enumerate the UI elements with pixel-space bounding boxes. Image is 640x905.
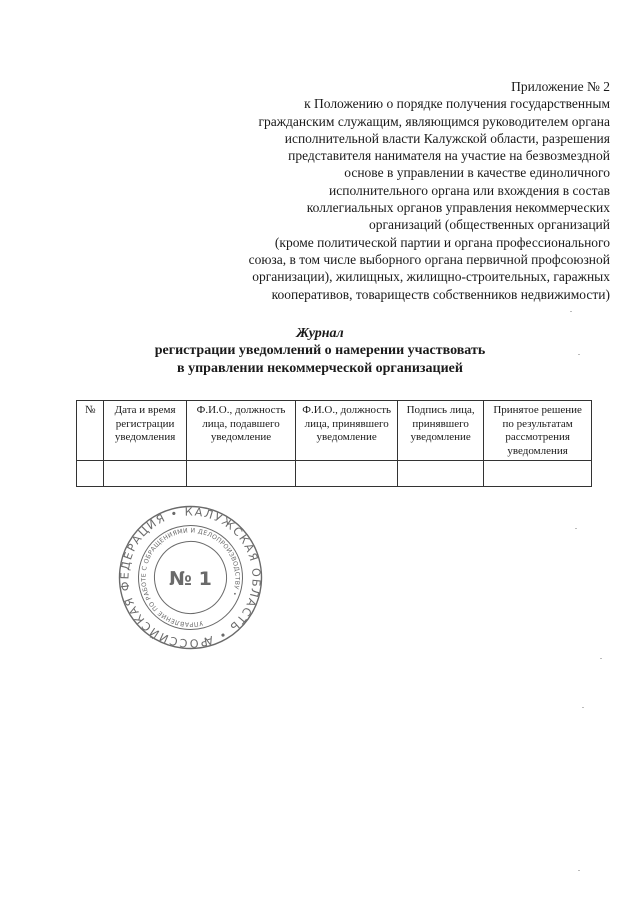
- column-header-receiver: Ф.И.О., должность лица, принявшего уведомление: [296, 401, 398, 461]
- appendix-line: организации), жилищных, жилищно-строительных, гаражных: [252, 269, 610, 285]
- appendix-line: коллегиальных органов управления некоммерческих: [306, 200, 610, 216]
- appendix-line: союза, в том числе выборного органа первичной профсоюзной: [248, 251, 610, 267]
- column-header-submitter: Ф.И.О., должность лица, подавшего уведомление: [186, 401, 296, 461]
- table-cell: [484, 461, 592, 487]
- journal-title-line: регистрации уведомлений о намерении участвовать: [154, 343, 486, 359]
- appendix-line: к Положению о порядке получения государственным: [304, 96, 610, 112]
- journal-table: [76, 400, 592, 487]
- appendix-line: организаций (общественных организаций: [369, 217, 610, 233]
- appendix-line: Приложение № 2: [511, 79, 610, 94]
- table-cell: [296, 461, 398, 487]
- table-row: [77, 461, 592, 487]
- column-header-date: Дата и время регистрации уведомления: [104, 401, 186, 461]
- appendix-line: представителя нанимателя на участие на безвозмездной: [288, 148, 610, 164]
- appendix-line: гражданским служащим, являющимся руководителем органа: [258, 113, 610, 129]
- appendix-line: (кроме политической партии и органа профессионального: [274, 234, 610, 250]
- table-header-row: [77, 401, 592, 461]
- table-cell: [77, 461, 104, 487]
- journal-title-line: в управлении некоммерческой организацией: [177, 360, 463, 376]
- column-header-number: №: [77, 401, 104, 461]
- svg-text:№ 1: № 1: [169, 568, 212, 590]
- table-cell: [397, 461, 483, 487]
- seal-graphic: [118, 505, 263, 650]
- official-seal: [118, 505, 263, 650]
- appendix-line: исполнительного органа или вхождения в состав: [329, 182, 610, 198]
- svg-text:УПРАВЛЕНИЕ ПО РАБОТЕ С ОБРАЩЕН: УПРАВЛЕНИЕ ПО РАБОТЕ С ОБРАЩЕНИЯМИ И ДЕЛОПРОИЗВОДСТВУ •: [140, 527, 241, 628]
- table-cell: [104, 461, 186, 487]
- svg-text:РОССИЙСКАЯ ФЕДЕРАЦИЯ • КАЛУЖСК: РОССИЙСКАЯ ФЕДЕРАЦИЯ • КАЛУЖСКАЯ ОБЛАСТЬ • АДМИНИСТРАЦИЯ: [118, 505, 263, 650]
- journal-title: [0, 325, 640, 377]
- table-cell: [186, 461, 296, 487]
- appendix-line: исполнительной власти Калужской области, разрешения: [284, 130, 610, 146]
- appendix-line: кооперативов, товариществ собственников недвижимости): [271, 286, 610, 302]
- column-header-decision: Принятое решение по результатам рассмотрения уведомления: [484, 401, 592, 461]
- column-header-signature: Подпись лица, принявшего уведомление: [397, 401, 483, 461]
- appendix-header: [210, 78, 610, 303]
- journal-title-word: Журнал: [296, 326, 344, 341]
- appendix-line: основе в управлении в качестве единоличного: [344, 165, 610, 181]
